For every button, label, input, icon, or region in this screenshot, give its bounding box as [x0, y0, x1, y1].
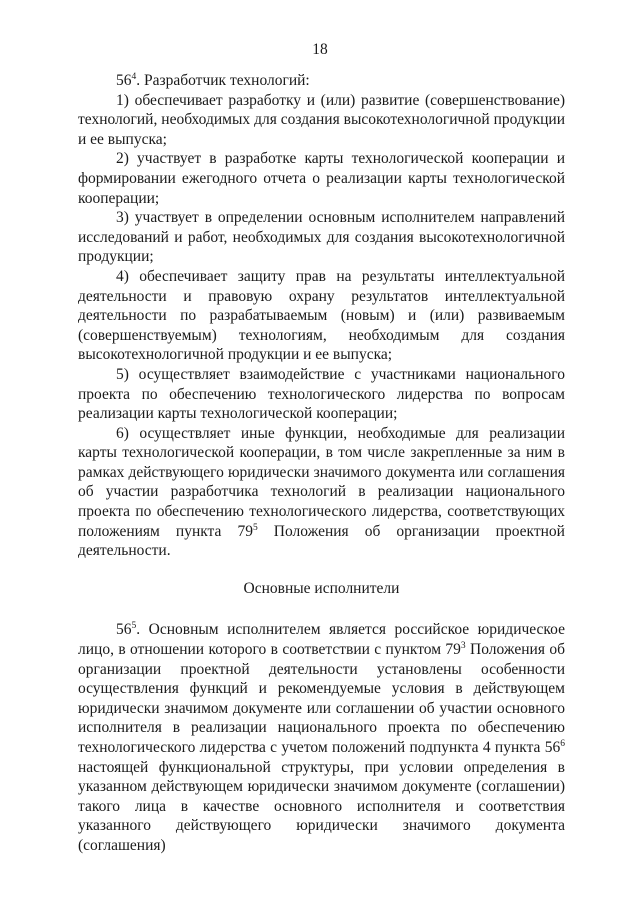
section-title: . Разработчик технологий: — [136, 72, 310, 89]
list-item: 3) участвует в определении основным исполнителем направлений исследований и работ, необходимых для создания высокотехнологичной продукции; — [78, 209, 565, 266]
section-56-4-title — [78, 71, 565, 91]
section-superscript: 5 — [131, 621, 137, 632]
list-item: 1) обеспечивает разработку и (или) развитие (совершенствование) технологий, необходимых для создания высокотехнологичной продукции и ее выпуска; — [78, 91, 565, 148]
document-body — [78, 71, 565, 856]
section-number: 56 — [116, 621, 132, 639]
page-number: 18 — [312, 41, 328, 58]
list-item: 5) осуществляет взаимодействие с участниками национального проекта по обеспечению технологического лидерства по вопросам реализации карты технологической кооперации; — [78, 365, 565, 423]
paragraph-text: настоящей функциональной структуры, при условии определения в указанном действующем юридически значимом документе (соглашении) такого лица в качестве основного исполнителя и соответствия указанного действующего юридически значимого документа (соглашения) — [78, 758, 565, 854]
item-text: 6) осуществляет иные функции, необходимые для реализации карты технологической кооперации, в том числе закрепленные за ним в рамках действующего юридически значимого документа или соглашения об участии разработчика технологий в реализации национального проекта по обеспечению технологического лидерства, соответствующих положениям пункта 79 — [78, 424, 565, 540]
section-heading: Основные исполнители — [243, 579, 400, 597]
list-item: 4) обеспечивает защиту прав на результаты интеллектуальной деятельности и правовую охрану результатов интеллектуальной деятельности по разрабатываемым (новым) и (или) развиваемым (совершенствуемым) технологиям, необходимым для создания высокотехнологичной продукции и ее выпуска; — [78, 267, 565, 364]
reference-superscript: 3 — [460, 640, 466, 651]
list-item: 2) участвует в разработке карты технологической кооперации и формировании ежегодного отчета о реализации карты технологической кооперации; — [78, 150, 565, 207]
section-number: 56 — [116, 72, 132, 89]
item-text-end: Положения об организации проектной деятельности. — [78, 522, 565, 560]
item-superscript: 5 — [252, 522, 258, 533]
section-superscript: 4 — [131, 71, 137, 82]
list-item — [78, 424, 565, 561]
paragraph-text: Положения об организации проектной деятельности установлены особенности осуществления функций и рекомендуемые условия в действующем юридически значимом документе или соглашении об участии основного исполнителя в реализации национального проекта по обеспечению технологического лидерства с учетом положений подпункта 4 пункта 56 — [78, 641, 565, 756]
reference-superscript: 6 — [560, 738, 565, 749]
paragraph-text: . Основным исполнителем является российское юридическое лицо, в отношении которого в соответствии с пунктом 79 — [78, 621, 565, 659]
section-56-5-paragraph — [78, 620, 565, 855]
